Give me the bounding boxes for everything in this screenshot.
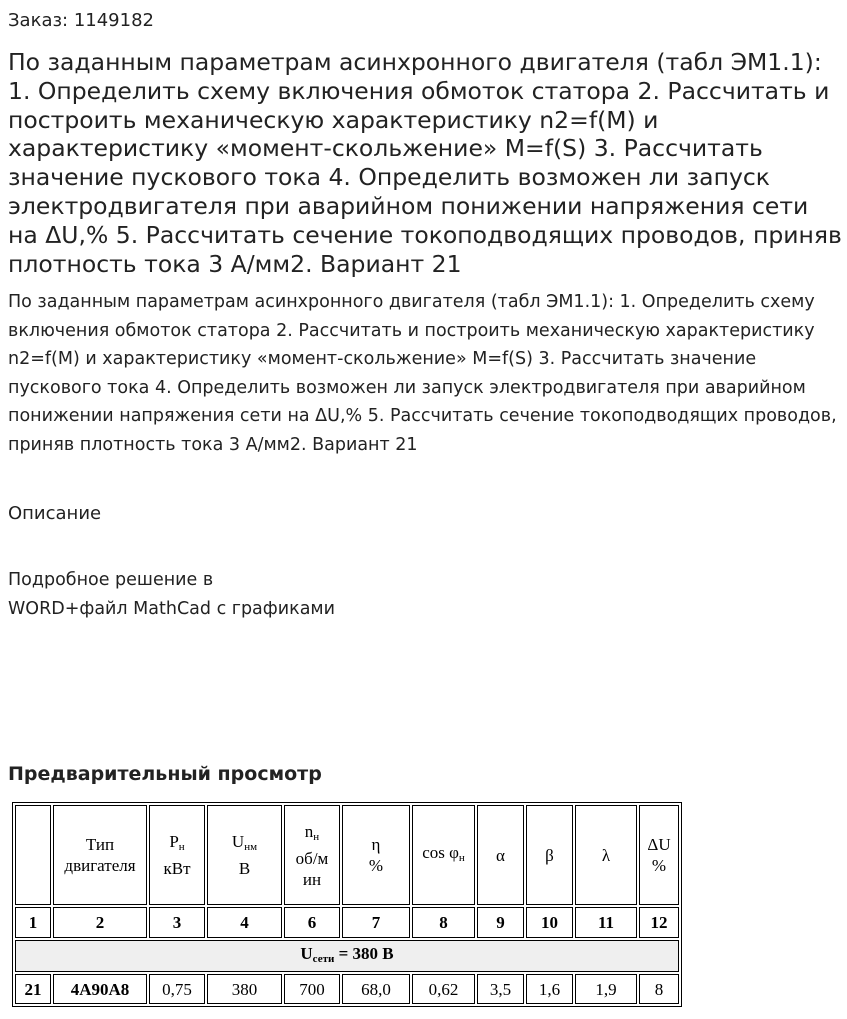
network-voltage-row <box>15 940 679 972</box>
header-cell-cos-phi: $\cos \varphi_н$ <box>412 805 475 905</box>
alpha-cell: 3,5 <box>477 974 524 1004</box>
table-row <box>15 974 679 1004</box>
header-cell-voltage: $U_{нм}$ В <box>207 805 282 905</box>
voltage-cell: 380 <box>207 974 282 1004</box>
solution-line-2: WORD+файл MathCad с графиками <box>8 598 335 619</box>
header-cell-speed: $n_н$ об/м ин <box>284 805 340 905</box>
solution-note <box>8 566 335 623</box>
network-voltage-cell: $U_{сети} = 380$ В <box>15 940 679 972</box>
header-cell-beta: β <box>526 805 573 905</box>
variant-cell: 21 <box>15 974 51 1004</box>
column-number: 11 <box>575 907 637 938</box>
column-number: 8 <box>412 907 475 938</box>
description-label: Описание <box>8 503 102 524</box>
description-text: По заданным параметрам асинхронного двигателя (табл ЭМ1.1): 1. Определить схему включения обмоток статора 2. Рассчитать и построить механическую характеристику n2=f(M) и характеристику «момент-скольжение» M=f(S) 3. Рассчитать значение пускового тока 4. Определить возможен ли запуск электродвигателя при аварийном понижении напряжения сети на ΔU,% 5. Рассчитать сечение токоподводящих проводов, приняв плотность тока 3 А/мм2. Вариант 21 <box>8 292 837 455</box>
delta-u-cell: 8 <box>639 974 679 1004</box>
column-number: 3 <box>149 907 205 938</box>
header-cell-type: Тип двигателя <box>53 805 147 905</box>
beta-cell: 1,6 <box>526 974 573 1004</box>
cos-phi-cell: 0,62 <box>412 974 475 1004</box>
preview-heading: Предварительный просмотр <box>8 763 322 785</box>
motor-type-cell: 4А90А8 <box>53 974 147 1004</box>
header-cell-alpha: α <box>477 805 524 905</box>
column-number: 6 <box>284 907 340 938</box>
page-title: По заданным параметрам асинхронного двигателя (табл ЭМ1.1): 1. Определить схему включения обмоток статора 2. Рассчитать и построить механическую характеристику n2=f(M) и характеристику «момент-скольжение» M=f(S) 3. Рассчитать значение пускового тока 4. Определить возможен ли запуск электродвигателя при аварийном понижении напряжения сети на ΔU,% 5. Рассчитать сечение токоподводящих проводов, приняв плотность тока 3 А/мм2. Вариант 21 <box>8 48 842 278</box>
column-number: 9 <box>477 907 524 938</box>
header-cell-efficiency: η % <box>342 805 410 905</box>
column-number-row <box>15 907 679 938</box>
column-number: 2 <box>53 907 147 938</box>
preview-table-container <box>12 802 682 1007</box>
header-cell-delta-u: ΔU % <box>639 805 679 905</box>
power-cell: 0,75 <box>149 974 205 1004</box>
lambda-cell: 1,9 <box>575 974 637 1004</box>
header-cell-empty <box>15 805 51 905</box>
column-number: 4 <box>207 907 282 938</box>
column-number: 10 <box>526 907 573 938</box>
header-cell-power: $P_н$ кВт <box>149 805 205 905</box>
motor-parameters-table <box>12 802 682 1007</box>
solution-line-1: Подробное решение в <box>8 570 214 590</box>
header-cell-lambda: λ <box>575 805 637 905</box>
column-number: 7 <box>342 907 410 938</box>
column-number: 1 <box>15 907 51 938</box>
speed-cell: 700 <box>284 974 340 1004</box>
order-number: Заказ: 1149182 <box>8 10 154 31</box>
efficiency-cell: 68,0 <box>342 974 410 1004</box>
column-number: 12 <box>639 907 679 938</box>
header-row <box>15 805 679 905</box>
